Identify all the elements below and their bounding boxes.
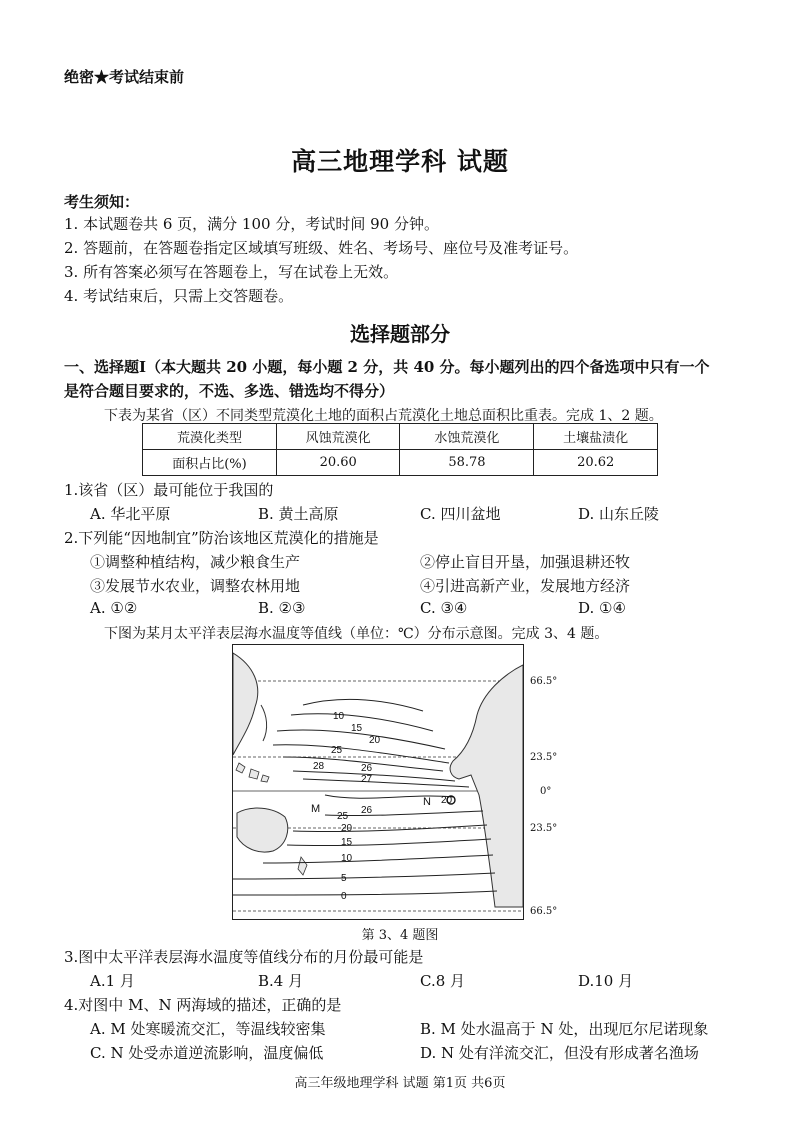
isotherm-label: 5 xyxy=(341,873,347,884)
isotherm-line xyxy=(263,855,493,863)
lat-label-23s: 23.5° xyxy=(530,823,558,834)
desertification-table xyxy=(142,423,658,476)
isotherm-line xyxy=(233,873,495,879)
lat-label-equator: 0° xyxy=(540,786,552,797)
asia-landmass xyxy=(233,653,258,755)
q4-option-a: A. M 处寒暖流交汇，等温线较密集 xyxy=(90,1020,326,1038)
point-n-label: N xyxy=(423,796,431,808)
notice-item: 3. 所有答案必须写在答题卷上，写在试卷上无效。 xyxy=(64,263,399,281)
page-title: 高三地理学科 试题 xyxy=(291,147,509,176)
q4-option-b: B. M 处水温高于 N 处，出现厄尔尼诺现象 xyxy=(420,1020,709,1038)
map-intro: 下图为某月太平洋表层海水温度等值线（单位：℃）分布示意图。完成 3、4 题。 xyxy=(104,626,609,642)
lat-label-66n: 66.5° xyxy=(530,676,558,687)
q1-option-d: D. 山东丘陵 xyxy=(578,505,660,523)
table-intro: 下表为某省（区）不同类型荒漠化土地的面积占荒漠化土地总面积比重表。完成 1、2 题。 xyxy=(104,408,663,424)
q2-option-d: D. ①④ xyxy=(578,599,626,617)
isotherm-label: 25 xyxy=(331,745,343,756)
table-header-cell: 土壤盐渍化 xyxy=(534,424,658,450)
isotherm-label: 0 xyxy=(341,891,347,902)
isotherm-line xyxy=(303,699,423,711)
q3-option-a: A.1 月 xyxy=(90,972,135,990)
q2-option-c: C. ③④ xyxy=(420,599,468,617)
americas-landmass xyxy=(450,665,523,907)
figure-caption: 第 3、4 题图 xyxy=(361,928,439,943)
isotherm-label: 10 xyxy=(333,711,345,722)
table-header-row xyxy=(143,424,658,450)
q4-option-c: C. N 处受赤道逆流影响，温度偏低 xyxy=(90,1044,324,1062)
q1-option-a: A. 华北平原 xyxy=(90,505,171,523)
q2-item-3: ③发展节水农业，调整农林用地 xyxy=(90,577,301,595)
table-header-cell: 水蚀荒漠化 xyxy=(400,424,534,450)
q2-option-b: B. ②③ xyxy=(258,599,306,617)
isotherm-line xyxy=(273,745,449,763)
table-cell: 58.78 xyxy=(400,450,534,476)
isotherm-label: 25 xyxy=(337,811,349,822)
isotherm-label: 26 xyxy=(361,763,373,774)
q1-option-b: B. 黄土高原 xyxy=(258,505,339,523)
maritime-islands xyxy=(236,763,269,782)
page-footer: 高三年级地理学科 试题 第1页 共6页 xyxy=(294,1076,506,1091)
q4-option-d: D. N 处有洋流交汇，但没有形成著名渔场 xyxy=(420,1044,699,1062)
question-1-stem: 1.该省（区）最可能位于我国的 xyxy=(64,481,274,499)
q3-option-b: B.4 月 xyxy=(258,972,304,990)
q3-option-c: C.8 月 xyxy=(420,972,466,990)
isotherm-label: 20 xyxy=(341,823,353,834)
confidential-label: 绝密★考试结束前 xyxy=(64,68,185,86)
section-title: 选择题部分 xyxy=(350,322,450,346)
table-header-cell: 荒漠化类型 xyxy=(143,424,277,450)
q2-item-1: ①调整种植结构，减少粮食生产 xyxy=(90,553,301,571)
notice-item: 2. 答题前，在答题卷指定区域填写班级、姓名、考场号、座位号及准考证号。 xyxy=(64,239,579,257)
part-instructions-cont: 是符合题目要求的，不选、多选、错选均不得分） xyxy=(64,382,395,400)
isotherm-label: 26 xyxy=(361,805,373,816)
notice-item: 1. 本试题卷共 6 页，满分 100 分，考试时间 90 分钟。 xyxy=(64,215,439,233)
isotherm-line xyxy=(233,891,497,895)
isotherm-line xyxy=(287,839,491,846)
lat-label-66s: 66.5° xyxy=(530,906,558,917)
question-3-stem: 3.图中太平洋表层海水温度等值线分布的月份最可能是 xyxy=(64,948,424,966)
q3-option-d: D.10 月 xyxy=(578,972,634,990)
isotherm-label: 15 xyxy=(351,723,363,734)
pacific-sst-map xyxy=(232,644,524,920)
isotherm-label: 10 xyxy=(341,853,353,864)
q2-option-a: A. ①② xyxy=(90,599,138,617)
table-header-cell: 风蚀荒漠化 xyxy=(276,424,400,450)
isotherm-label: 27 xyxy=(361,774,373,785)
table-cell: 20.60 xyxy=(276,450,400,476)
australia-landmass xyxy=(237,808,288,852)
isotherm-line xyxy=(325,795,453,798)
table-row xyxy=(143,450,658,476)
isotherm-label: 20 xyxy=(441,795,453,806)
notice-heading: 考生须知： xyxy=(64,193,140,211)
isotherm-label: 15 xyxy=(341,837,353,848)
question-2-stem: 2.下列能“因地制宜”防治该地区荒漠化的措施是 xyxy=(64,529,379,547)
isotherm-map-svg xyxy=(233,645,523,919)
table-cell: 面积占比(%) xyxy=(143,450,277,476)
isotherm-label: 28 xyxy=(313,761,325,772)
q1-option-c: C. 四川盆地 xyxy=(420,505,501,523)
lat-label-23n: 23.5° xyxy=(530,752,558,763)
q2-item-4: ④引进高新产业，发展地方经济 xyxy=(420,577,631,595)
q2-item-2: ②停止盲目开垦，加强退耕还牧 xyxy=(420,553,631,571)
part-instructions: 一、选择题Ⅰ（本大题共 20 小题，每小题 2 分，共 40 分。每小题列出的四个备选项中只有一个 xyxy=(64,358,710,376)
isotherm-label: 20 xyxy=(369,735,381,746)
new-zealand xyxy=(298,857,307,875)
table-cell: 20.62 xyxy=(534,450,658,476)
notice-item: 4. 考试结束后，只需上交答题卷。 xyxy=(64,287,294,305)
isotherm-line xyxy=(325,811,483,816)
japan-coast xyxy=(261,705,267,741)
question-4-stem: 4.对图中 M、N 两海域的描述，正确的是 xyxy=(64,996,342,1014)
point-m-label: M xyxy=(311,803,321,815)
